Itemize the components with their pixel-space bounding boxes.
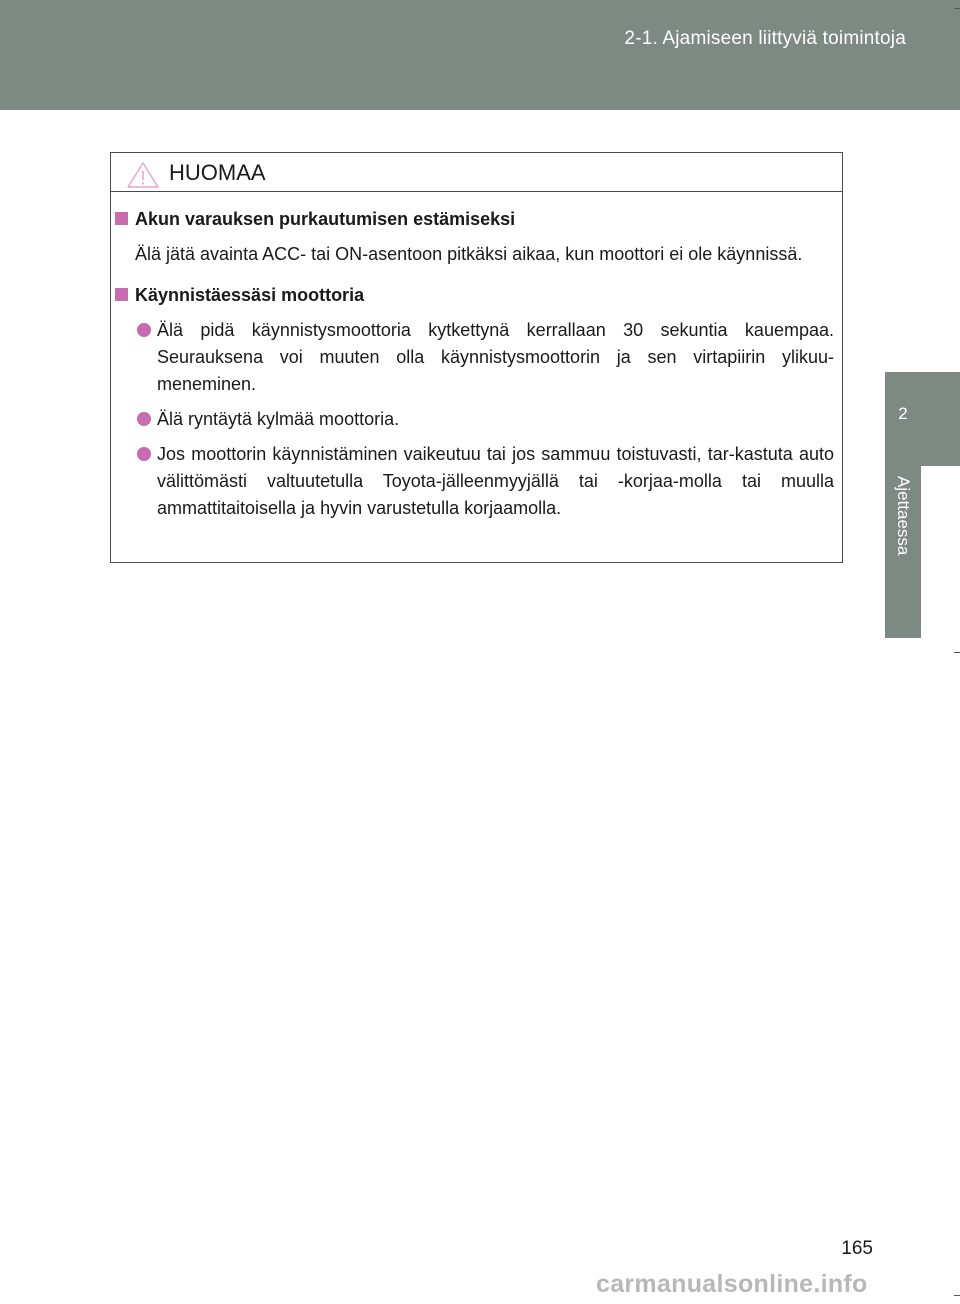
section-heading-text: Akun varauksen purkautumisen estämiseksi [135,209,516,229]
crop-mark [954,8,960,9]
watermark-text[interactable]: carmanualsonline.info [596,1270,868,1298]
notice-header [111,153,842,192]
section-heading [111,282,834,309]
round-bullet-icon [137,447,151,461]
section-heading-text: Käynnistäessäsi moottoria [135,285,365,305]
section-heading [111,206,834,233]
list-item-text: Jos moottorin käynnistäminen vaikeutuu tai jos sammuu toistuvasti, tar-kastuta auto välittömästi valtuutetulla Toyota-jälleenmyyjällä tai -korjaa-molla tai muulla ammattitaitoisella ja hyvin varustetulla korjaamolla. [157,444,834,518]
chapter-strip [885,466,921,638]
square-bullet-icon [115,212,128,225]
section-paragraph: Älä jätä avainta ACC- tai ON-asentoon pitkäksi aikaa, kun moottori ei ole käynnissä. [135,244,803,264]
round-bullet-icon [137,323,151,337]
list-item [111,317,834,398]
notice-body [111,192,842,522]
square-bullet-icon [115,288,128,301]
round-bullet-icon [137,412,151,426]
chapter-tab [885,372,960,466]
chapter-number: 2 [898,404,908,423]
warning-triangle-icon [127,162,159,188]
crop-mark [954,652,960,653]
page-number: 165 [841,1238,873,1259]
crop-mark [954,1295,960,1296]
list-item-text: Älä pidä käynnistysmoottoria kytkettynä kerrallaan 30 sekuntia kauempaa. Seurauksena voi muuten olla käynnistysmoottorin ja sen virtapiirin ylikuu-meneminen. [157,320,834,394]
notice-title: HUOMAA [169,160,266,185]
section-title: 2-1. Ajamiseen liittyviä toimintoja [624,28,906,49]
header-band [0,0,960,110]
list-item [111,406,834,433]
chapter-label: Ajettaessa [894,476,913,556]
list-item [111,441,834,522]
notice-box [110,152,843,563]
list-item-text: Älä ryntäytä kylmää moottoria. [157,409,400,429]
